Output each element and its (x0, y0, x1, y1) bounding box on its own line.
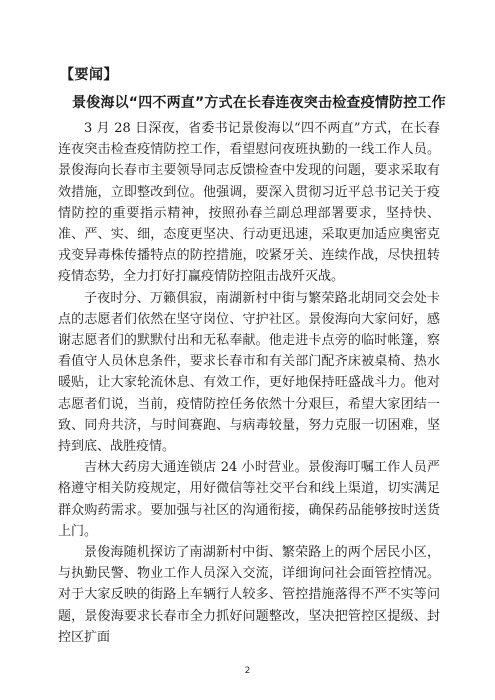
paragraph: 子夜时分、万籁俱寂，南湖新村中街与繁荣路北胡同交会处卡点的志愿者们依然在坚守岗位、守护社区。景俊海向大家问好，感谢志愿者们的默默付出和无私奉献。他走进卡点旁的临时帐篷，察看值守人员休息条件，要求长春市和有关部门配齐床被桌椅、热水暖贴，让大家轮流休息、有效工作，更好地保持旺盛战斗力。他对志愿者们说，当前，疫情防控任务依然十分艰巨，希望大家团结一致、同舟共济，与时间赛跑、与病毒较量，努力克服一切困难，坚持到底、战胜疫情。 (58, 290, 440, 455)
paragraph: 景俊海随机探访了南湖新村中街、繁荣路上的两个居民小区，与执勤民警、物业工作人员深入交流，详细询问社会面管控情况。对于大家反映的街路上车辆行人较多、管控措施落得不严不实等问题，景俊海要求长春市全力抓好问题整改，坚决把管控区提级、封控区扩面 (58, 545, 440, 645)
paragraph: 吉林大药房大通连锁店 24 小时营业。景俊海叮嘱工作人员严格遵守相关防疫规定，用好微信等社交平台和线上渠道，切实满足群众购药需求。要加强与社区的沟通衔接，确保药品能够按时送货上门。 (58, 460, 440, 539)
article-body (58, 118, 440, 648)
headline: 景俊海以“四不两直”方式在长春连夜突击检查疫情防控工作 (72, 95, 446, 111)
page-number: 2 (244, 666, 251, 676)
section-tag: 【要闻】 (60, 67, 118, 83)
paragraph: 3 月 28 日深夜，省委书记景俊海以“四不两直”方式，在长春连夜突击检查疫情防控工作，看望慰问夜班执勤的一线工作人员。景俊海向长春市主要领导同志反馈检查中发现的问题，要求采取有效措施，立即整改到位。他强调，要深入贯彻习近平总书记关于疫情防控的重要指示精神，按照孙春兰副总理部署要求，坚持快、准、严、实、细，态度更坚决、行动更迅速，采取更加适应奥密克戎变异毒株传播特点的防控措施，咬紧牙关、连续作战，尽快扭转疫情态势，全力打好打赢疫情防控阻击战歼灭战。 (58, 121, 440, 285)
